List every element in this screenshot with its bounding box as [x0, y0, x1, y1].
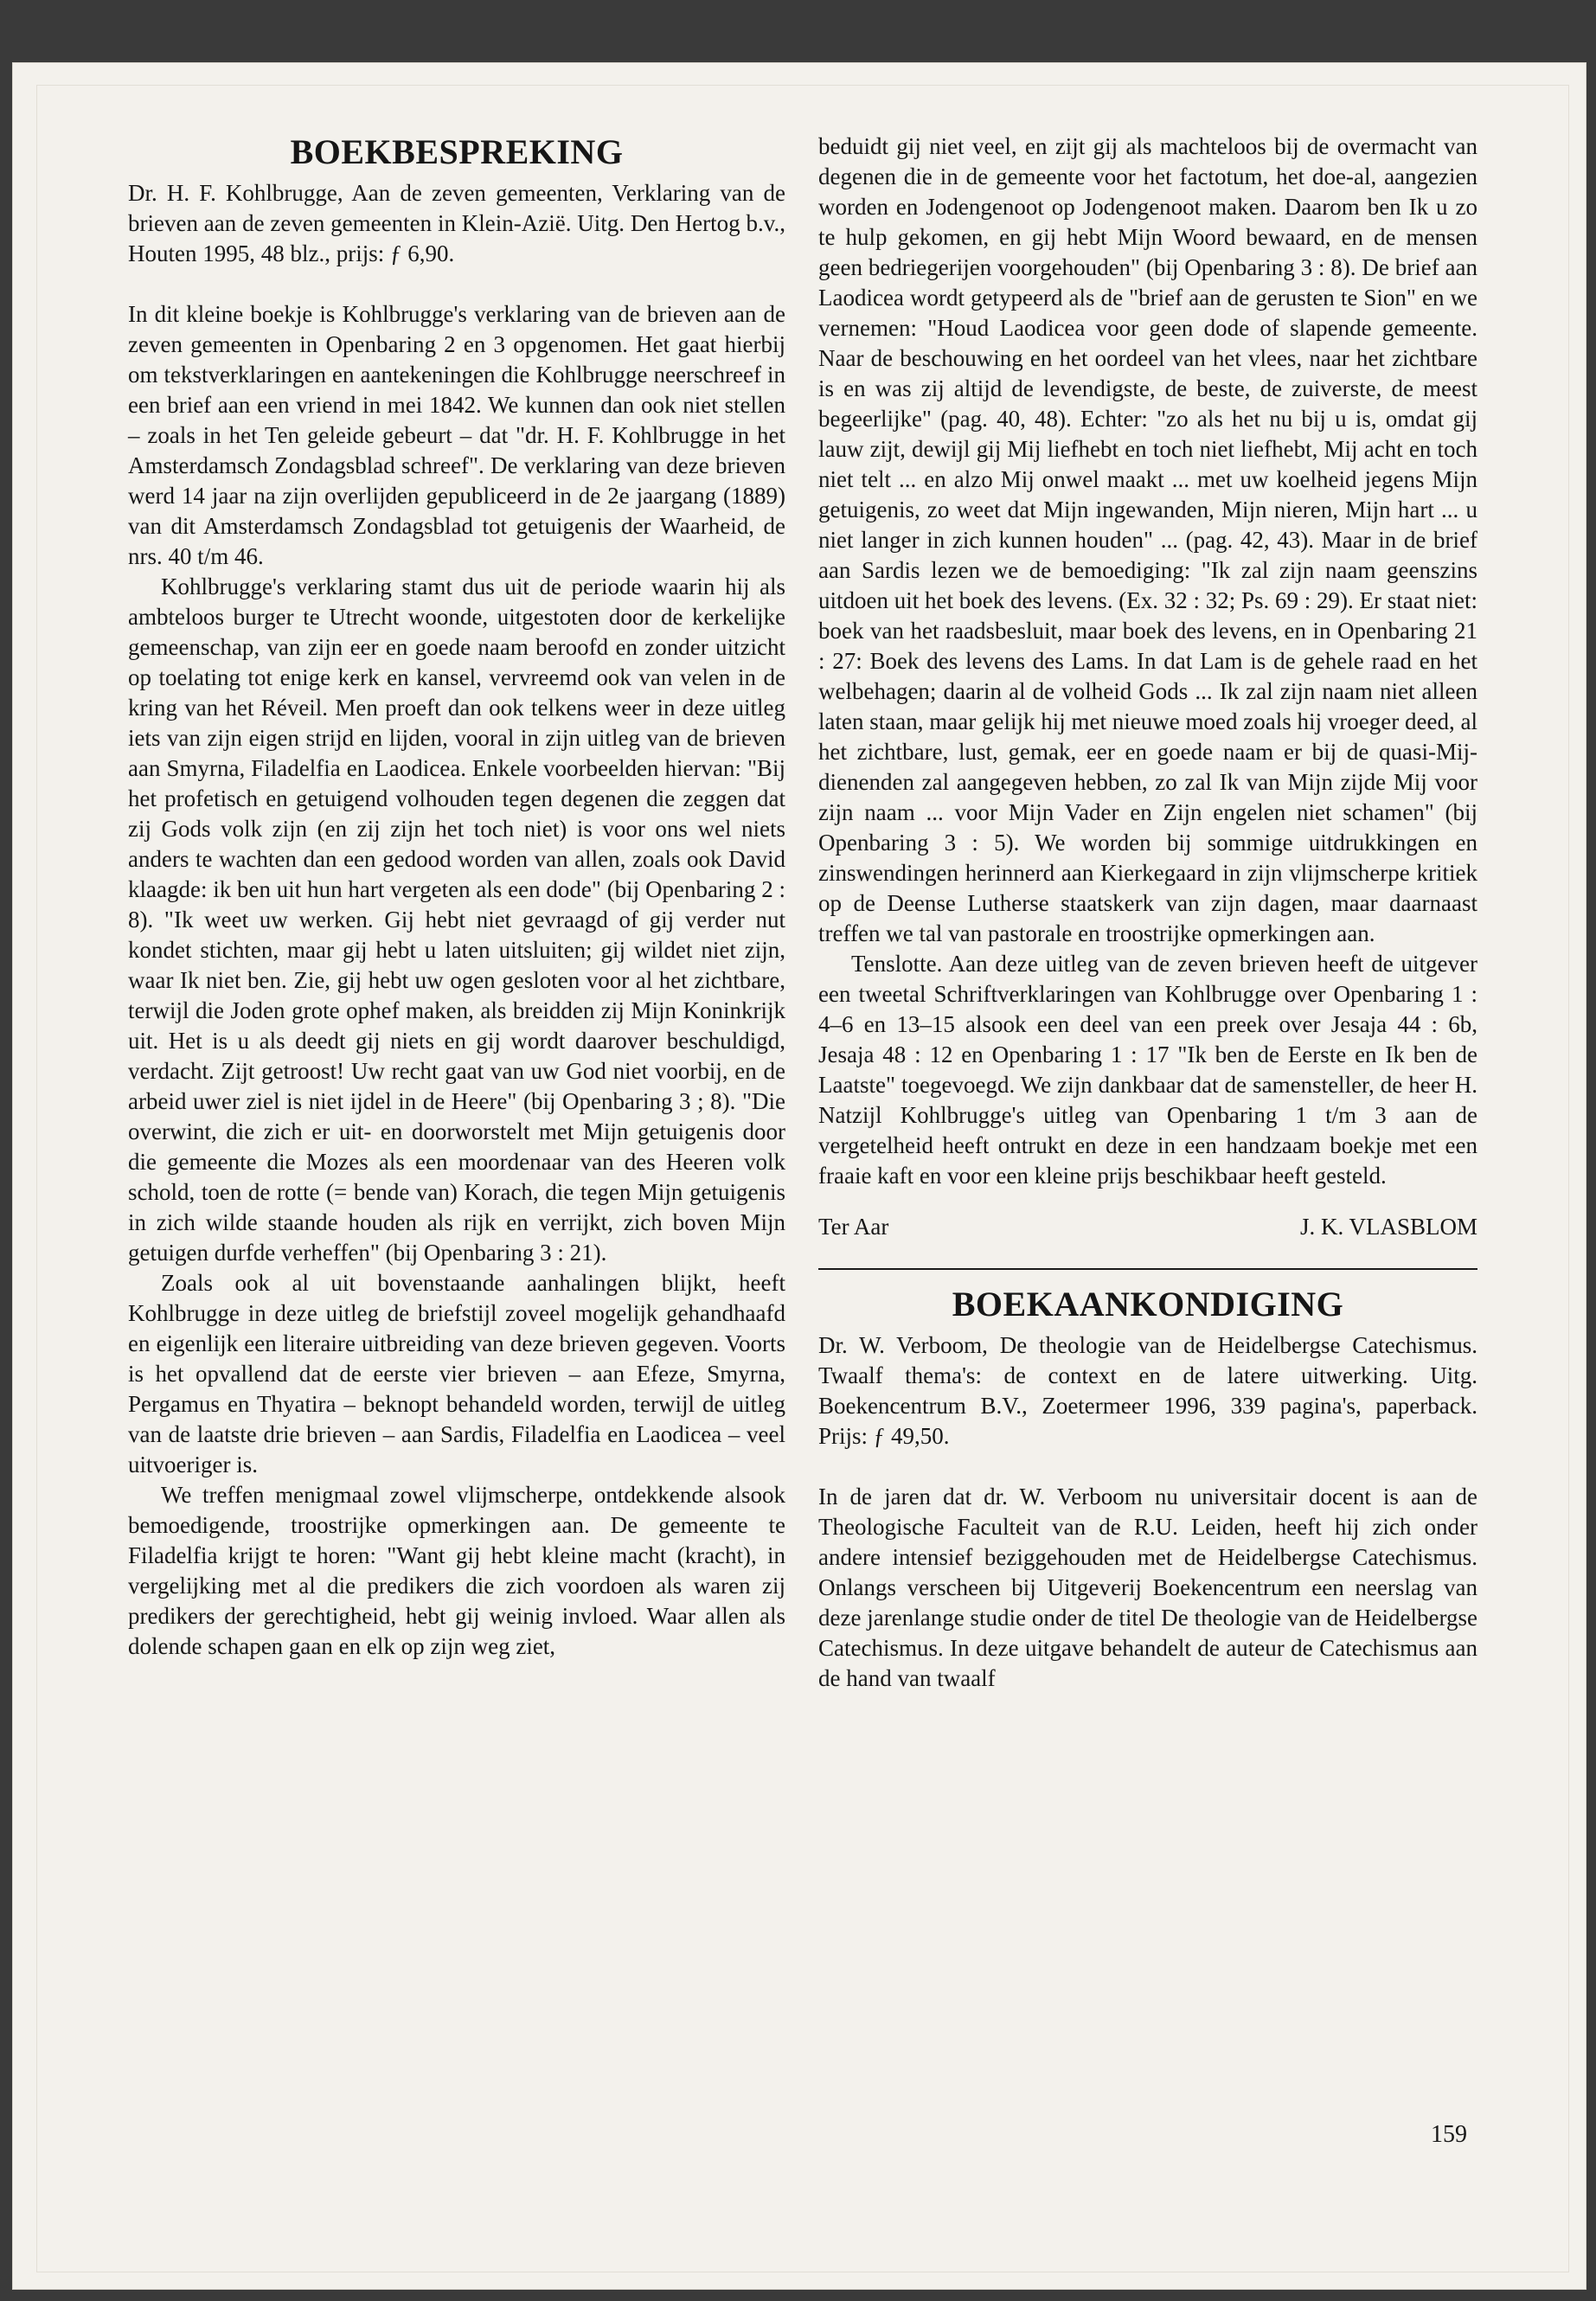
review-paragraph-5: beduidt gij niet veel, en zijt gij als machteloos bij de overmacht van degenen die in de gemeente voor het factotum, het doe-al, aangezien worden en Jodengenoot op Jodengenoot maken. Daarom ben Ik u zo te hulp gekomen, en gij hebt Mijn Woord bewaard, en de mensen geen bedriegerijen voorgehouden" (bij Openbaring 3 : 8). De brief aan Laodicea wordt getypeerd als de "brief aan de gerusten te Sion" en we vernemen: "Houd Laodicea voor geen dode of slapende gemeente. Naar de beschouwing en het oordeel van het vlees, naar het zichtbare is en was zij altijd de levendigste, de beste, de zuiverste, de meest begeerlijke" (pag. 40, 48). Echter: "zo als het nu bij u is, omdat gij lauw zijt, dewijl gij Mij liefhebt en toch niet liefhebt, Mij acht en toch niet telt ... en alzo Mij onwel maakt ... met uw koelheid jegens Mijn getuigenis, zo weet dat Mijn ingewanden, Mijn nieren, Mijn hart ... u niet langer in zich kunnen houden" ... (pag. 42, 43). Maar in de brief aan Sardis lezen we de bemoediging: "Ik zal zijn naam geenszins uitdoen uit het boek des levens. (Ex. 32 : 32; Ps. 69 : 29). Er staat niet: boek van het raadsbesluit, maar boek des levens, en in Openbaring 21 : 27: Boek des levens des Lams. In dat Lam is de gehele raad en het welbehagen; daarin al de volheid Gods ... Ik zal zijn naam niet alleen laten staan, maar gelijk hij met nieuwe moed zoals hij vroeger deed, al het zichtbare, lust, gemak, eer en goede naam er bij de quasi-Mij-dienenden zal aangegeven hebben, zo zal Ik van Mijn zijde Mij voor zijn naam ... voor Mijn Vader en Zijn engelen niet schamen" (bij Openbaring 3 : 5). We worden bij sommige uitdrukkingen en zinswendingen herinnerd aan Kierkegaard in zijn vlijmscherpe kritiek op de Deense Lutherse staatskerk van zijn dagen, maar daarnaast treffen we tal van pastorale en troostrijke opmerkingen aan. [818, 133, 1477, 946]
left-column [128, 131, 785, 1662]
announcement-heading: BOEKAANKONDIGING [952, 1285, 1344, 1324]
review-paragraph-4: We treffen menigmaal zowel vlijmscherpe, ontdekkende alsook bemoedigende, troostrijke opmerkingen aan. De gemeente te Filadelfia krijgt te horen: "Want gij hebt kleine macht (kracht), in vergelijking met al die predikers die zich voordoen als waren zij predikers der gerechtigheid, hebt gij weinig invloed. Waar allen als dolende schapen gaan en elk op zijn weg ziet, [128, 1482, 785, 1659]
announcement-citation: Dr. W. Verboom, De theologie van de Heidelbergse Catechismus. Twaalf thema's: de context en de latere uitwerking. Uitg. Boekencentrum B.V., Zoetermeer 1996, 339 pagina's, paperback. Prijs: ƒ 49,50. [818, 1332, 1477, 1449]
review-paragraph-3: Zoals ook al uit bovenstaande aanhalingen blijkt, heeft Kohlbrugge in deze uitleg de briefstijl zoveel mogelijk gehandhaafd en eigenlijk een literaire uitbreiding van deze brieven gegeven. Voorts is het opvallend dat de eerste vier brieven – aan Efeze, Smyrna, Pergamus en Thyatira – beknopt behandeld worden, terwijl de uitleg van de laatste drie brieven – aan Sardis, Filadelfia en Laodicea – veel uitvoeriger is. [128, 1270, 785, 1477]
review-paragraph-1: In dit kleine boekje is Kohlbrugge's verklaring van de brieven aan de zeven gemeenten in Openbaring 2 en 3 opgenomen. Het gaat hierbij om tekstverklaringen en aantekeningen die Kohlbrugge neerschreef in een brief aan een vriend in mei 1842. We kunnen dan ook niet stellen – zoals in het Ten geleide gebeurt – dat "dr. H. F. Kohlbrugge in het Amsterdamsch Zondagsblad schreef". De verklaring van deze brieven werd 14 jaar na zijn overlijden gepubliceerd in de 2e jaargang (1889) van dit Amsterdamsch Zondagsblad tot getuigenis der Waarheid, de nrs. 40 t/m 46. [128, 301, 785, 569]
announcement-paragraph: In de jaren dat dr. W. Verboom nu universitair docent is aan de Theologische Faculteit van de R.U. Leiden, heeft hij zich onder andere intensief beziggehouden met de Heidelbergse Catechismus. Onlangs verscheen bij Uitgeverij Boekencentrum een neerslag van deze jarenlange studie onder de titel De theologie van de Heidelbergse Catechismus. In deze uitgave behandelt de auteur de Catechismus aan de hand van twaalf [818, 1484, 1477, 1691]
review-citation: Dr. H. F. Kohlbrugge, Aan de zeven gemeenten, Verklaring van de brieven aan de zeven gemeenten in Klein-Azië. Uitg. Den Hertog b.v., Houten 1995, 48 blz., prijs: ƒ 6,90. [128, 180, 785, 266]
signature-place: Ter Aar [818, 1214, 889, 1240]
right-column [818, 131, 1477, 1694]
review-paragraph-2: Kohlbrugge's verklaring stamt dus uit de periode waarin hij als ambteloos burger te Utrecht woonde, uitgestoten door de kerkelijke gemeenschap, van zijn eer en goede naam beroofd en zonder uitzicht op toelating tot enige kerk en kansel, vervreemd ook van velen in de kring van het Réveil. Men proeft dan ook telkens weer in deze uitleg iets van zijn eigen strijd en lijden, vooral in zijn uitleg van de brieven aan Smyrna, Filadelfia en Laodicea. Enkele voorbeelden hiervan: "Bij het profetisch en getuigend volhouden tegen degenen die zeggen dat zij Gods volk zijn (en zij zijn het toch niet) is voor ons wel niets anders te wachten dan een gedood worden van allen, zoals ook David klaagde: ik ben uit hun hart vergeten als een dode" (bij Openbaring 2 : 8). "Ik weet uw werken. Gij hebt niet gevraagd of gij verder nut kondet stichten, maar gij hebt u laten uitsluiten; gij wildet niet zijn, waar Ik niet ben. Zie, gij hebt uw ogen gesloten voor al het zichtbare, terwijl die Joden grote ophef maken, als breidden zij Mijn Koninkrijk uit. Het is u als deedt gij niets en gij wordt daarover beschuldigd, verdacht. Zijt getroost! Uw recht gaat van uw God niet voorbij, en de arbeid uwer ziel is niet ijdel in de Heere" (bij Openbaring 3 ; 8). "Die overwint, die zich er uit- en doorworstelt met Mijn getuigenis door die gemeente die Mozes als een moordenaar van des Heeren volk schold, toen de rotte (= bende van) Korach, die tegen Mijn getuigenis in zich wilde staande houden als rijk en verrijkt, zich boven Mijn getuigen durfde verheffen" (bij Openbaring 3 : 21). [128, 574, 785, 1266]
section-divider [818, 1268, 1477, 1270]
signature-name: J. K. VLASBLOM [1299, 1214, 1477, 1240]
review-signature [818, 1212, 1477, 1242]
page-number: 159 [1431, 2121, 1467, 2148]
review-heading: BOEKBESPREKING [290, 132, 624, 171]
book-page [12, 62, 1586, 2290]
review-paragraph-6: Tenslotte. Aan deze uitleg van de zeven brieven heeft de uitgever een tweetal Schriftverklaringen van Kohlbrugge over Openbaring 1 : 4–6 en 13–15 alsook een deel van een preek over Jesaja 44 : 6b, Jesaja 48 : 12 en Openbaring 1 : 17 "Ik ben de Eerste en Ik ben de Laatste" toegevoegd. We zijn dankbaar dat de samensteller, de heer H. Natzijl Kohlbrugge's uitleg van Openbaring 1 t/m 3 aan de vergetelheid heeft ontrukt en deze in een handzaam boekje met een fraaie kaft en voor een kleine prijs beschikbaar heeft gesteld. [818, 951, 1477, 1189]
